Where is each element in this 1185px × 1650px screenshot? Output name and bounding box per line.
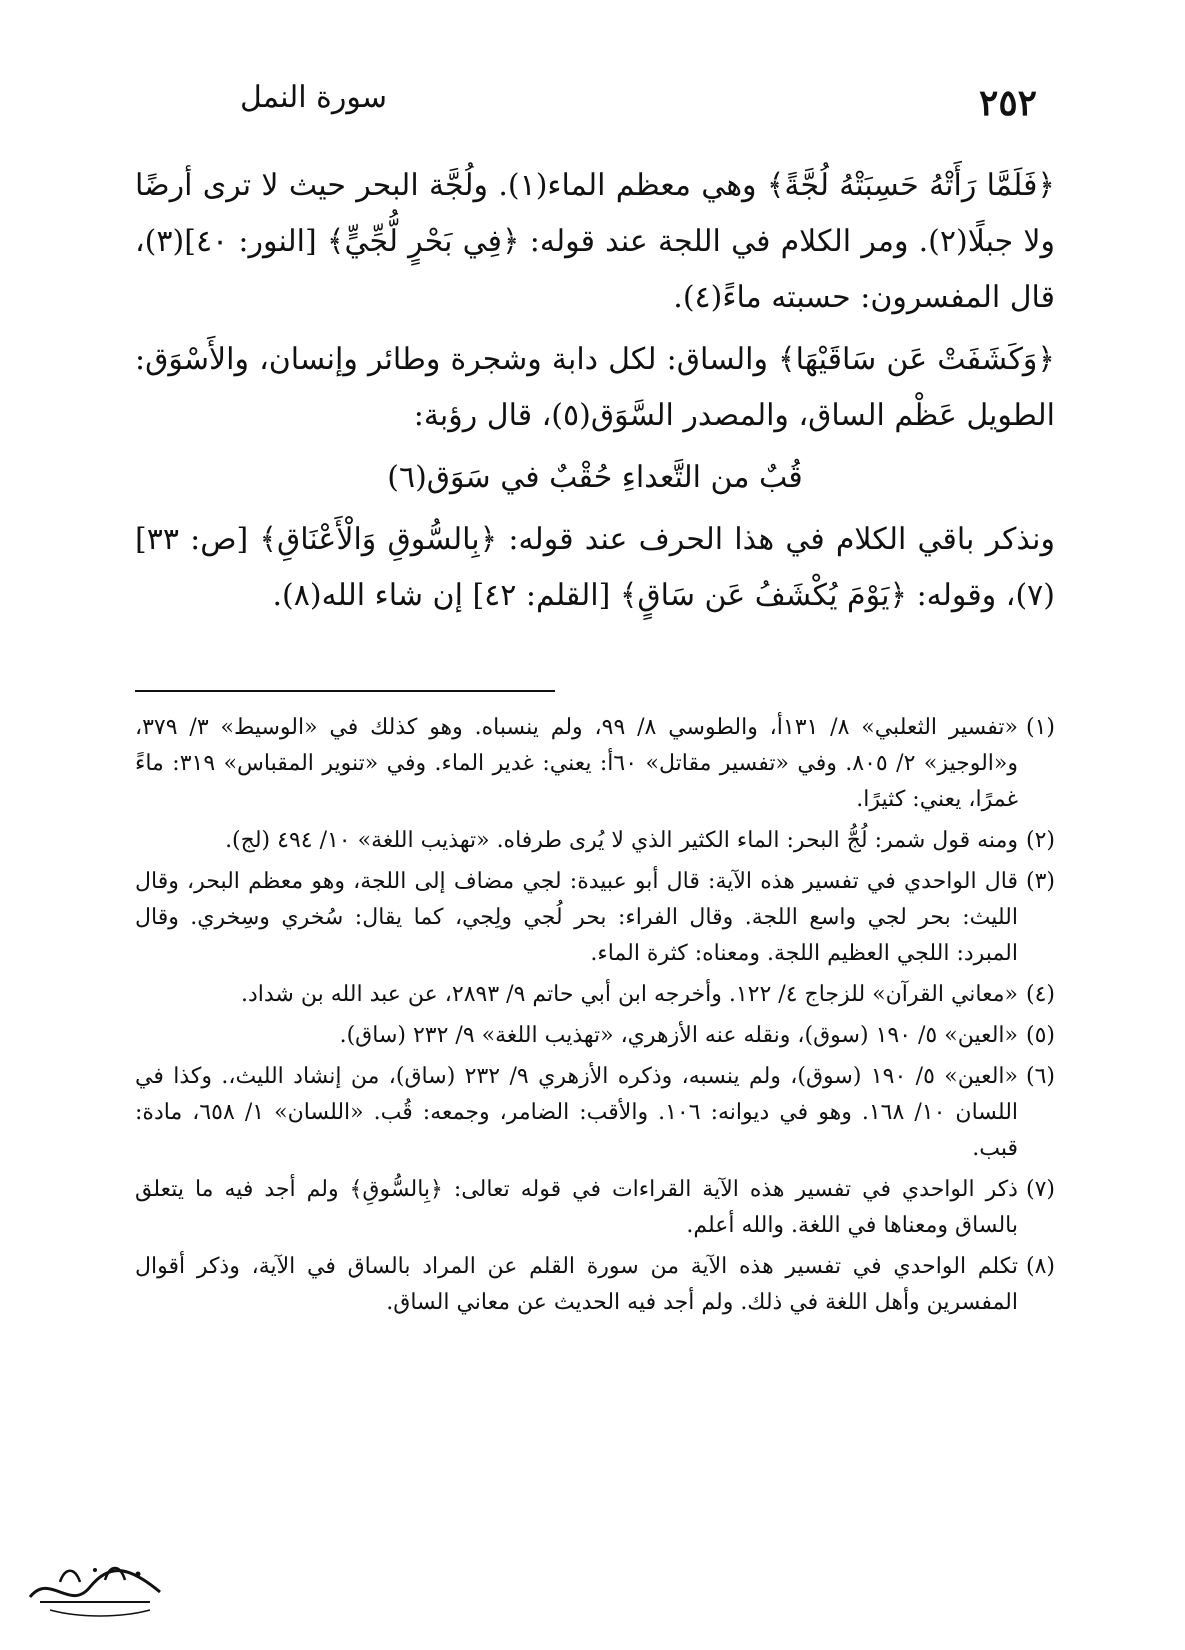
footnote-number: (٤) — [1025, 982, 1055, 1007]
poetry-verse: قُبٌ من التَّعداءِ حُقْبٌ في سَوَق(٦) — [387, 460, 803, 495]
footnote-text: «العين» ٥/ ١٩٠ (سوق)، ونقله عنه الأزهري، «تهذيب اللغة» ٩/ ٢٣٢ (ساق). — [339, 1023, 1018, 1048]
page-number: ٢٥٢ — [978, 82, 1037, 124]
footnote — [135, 823, 1055, 859]
body-paragraph: ﴿وَكَشَفَتْ عَن سَاقَيْهَا﴾ والساق: لكل دابة وشجرة وطائر وإنسان، والأَسْوَق: الطويل عَظْم الساق، والمصدر السَّوَق(٥)، قال رؤبة: — [135, 342, 1055, 433]
footnote-number: (٥) — [1025, 1023, 1055, 1048]
main-text — [135, 158, 1055, 630]
footnote-number: (٣) — [1025, 869, 1055, 894]
footnote-text: «معاني القرآن» للزجاج ٤/ ١٢٢. وأخرجه ابن أبي حاتم ٩/ ٢٨٩٣، عن عبد الله بن شداد. — [240, 982, 1018, 1007]
footnote-divider — [135, 690, 555, 692]
body-paragraph: ونذكر باقي الكلام في هذا الحرف عند قوله: ﴿بِالسُّوقِ وَالْأَعْنَاقِ﴾ [ص: ٣٣](٧)، وقوله: ﴿يَوْمَ يُكْشَفُ عَن سَاقٍ﴾ [القلم: ٤٢] إن شاء الله(٨). — [135, 522, 1055, 613]
footnotes — [135, 710, 1055, 1326]
footnote-number: (٧) — [1025, 1177, 1055, 1202]
footnote — [135, 1018, 1055, 1054]
running-header-title: سورة النمل — [240, 80, 387, 115]
footnote-text: قال الواحدي في تفسير هذه الآية: قال أبو عبيدة: لجي مضاف إلى اللجة، وهو معظم البحر، وقال الليث: بحر لجي واسع اللجة. وقال الفراء: بحر لُجي ولِجي، كما يقال: سُخري وسِخري. وقال المبرد: اللجي العظيم اللجة. ومعناه: كثرة الماء. — [135, 869, 1018, 966]
footnote-text: «تفسير الثعلبي» ٨/ ١٣١أ، والطوسي ٨/ ٩٩، ولم ينسباه. وهو كذلك في «الوسيط» ٣/ ٣٧٩، و«الوجيز» ٢/ ٨٠٥. وفي «تفسير مقاتل» ٦٠أ: يعني: غدير الماء. وفي «تنوير المقباس» ٣١٩: ماءً غمرًا، يعني: كثيرًا. — [135, 715, 1019, 812]
footnote-number: (٨) — [1025, 1254, 1055, 1279]
footnote-number: (٢) — [1025, 828, 1055, 853]
footnote — [135, 1249, 1055, 1321]
footnote — [135, 710, 1055, 818]
footnote-text: ذكر الواحدي في تفسير هذه الآية القراءات في قوله تعالى: ﴿بِالسُّوقِ﴾ ولم أجد فيه ما يتعلق بالساق ومعناها في اللغة. والله أعلم. — [135, 1177, 1018, 1238]
footnote — [135, 1059, 1055, 1167]
footnote-text: «العين» ٥/ ١٩٠ (سوق)، ولم ينسبه، وذكره الأزهري ٩/ ٢٣٢ (ساق)، من إنشاد الليث،. وكذا في اللسان ١٠/ ١٦٨. وهو في ديوانه: ١٠٦. والأقب: الضامر، وجمعه: قُب. «اللسان» ١/ ٦٥٨، مادة: قبب. — [135, 1064, 1019, 1161]
footnote-number: (٦) — [1025, 1064, 1055, 1089]
footnote-number: (١) — [1025, 715, 1055, 740]
body-paragraph: ﴿فَلَمَّا رَأَتْهُ حَسِبَتْهُ لُجَّةً﴾ وهي معظم الماء(١). ولُجَّة البحر حيث لا ترى أرضًا ولا جبلًا(٢). ومر الكلام في اللجة عند قوله: ﴿فِي بَحْرٍ لُّجِّيٍّ﴾ [النور: ٤٠](٣)، قال المفسرون: حسبته ماءً(٤). — [135, 168, 1055, 315]
watermark-logo — [20, 1552, 170, 1622]
footnote — [135, 1172, 1055, 1244]
footnote-text: ومنه قول شمر: لُجُّ البحر: الماء الكثير الذي لا يُرى طرفاه. «تهذيب اللغة» ١٠/ ٤٩٤ (لج). — [225, 828, 1018, 853]
footnote — [135, 977, 1055, 1013]
footnote — [135, 864, 1055, 972]
footnote-text: تكلم الواحدي في تفسير هذه الآية من سورة القلم عن المراد بالساق في الآية، وذكر أقوال المفسرين وأهل اللغة في ذلك. ولم أجد فيه الحديث عن معاني الساق. — [135, 1254, 1018, 1315]
